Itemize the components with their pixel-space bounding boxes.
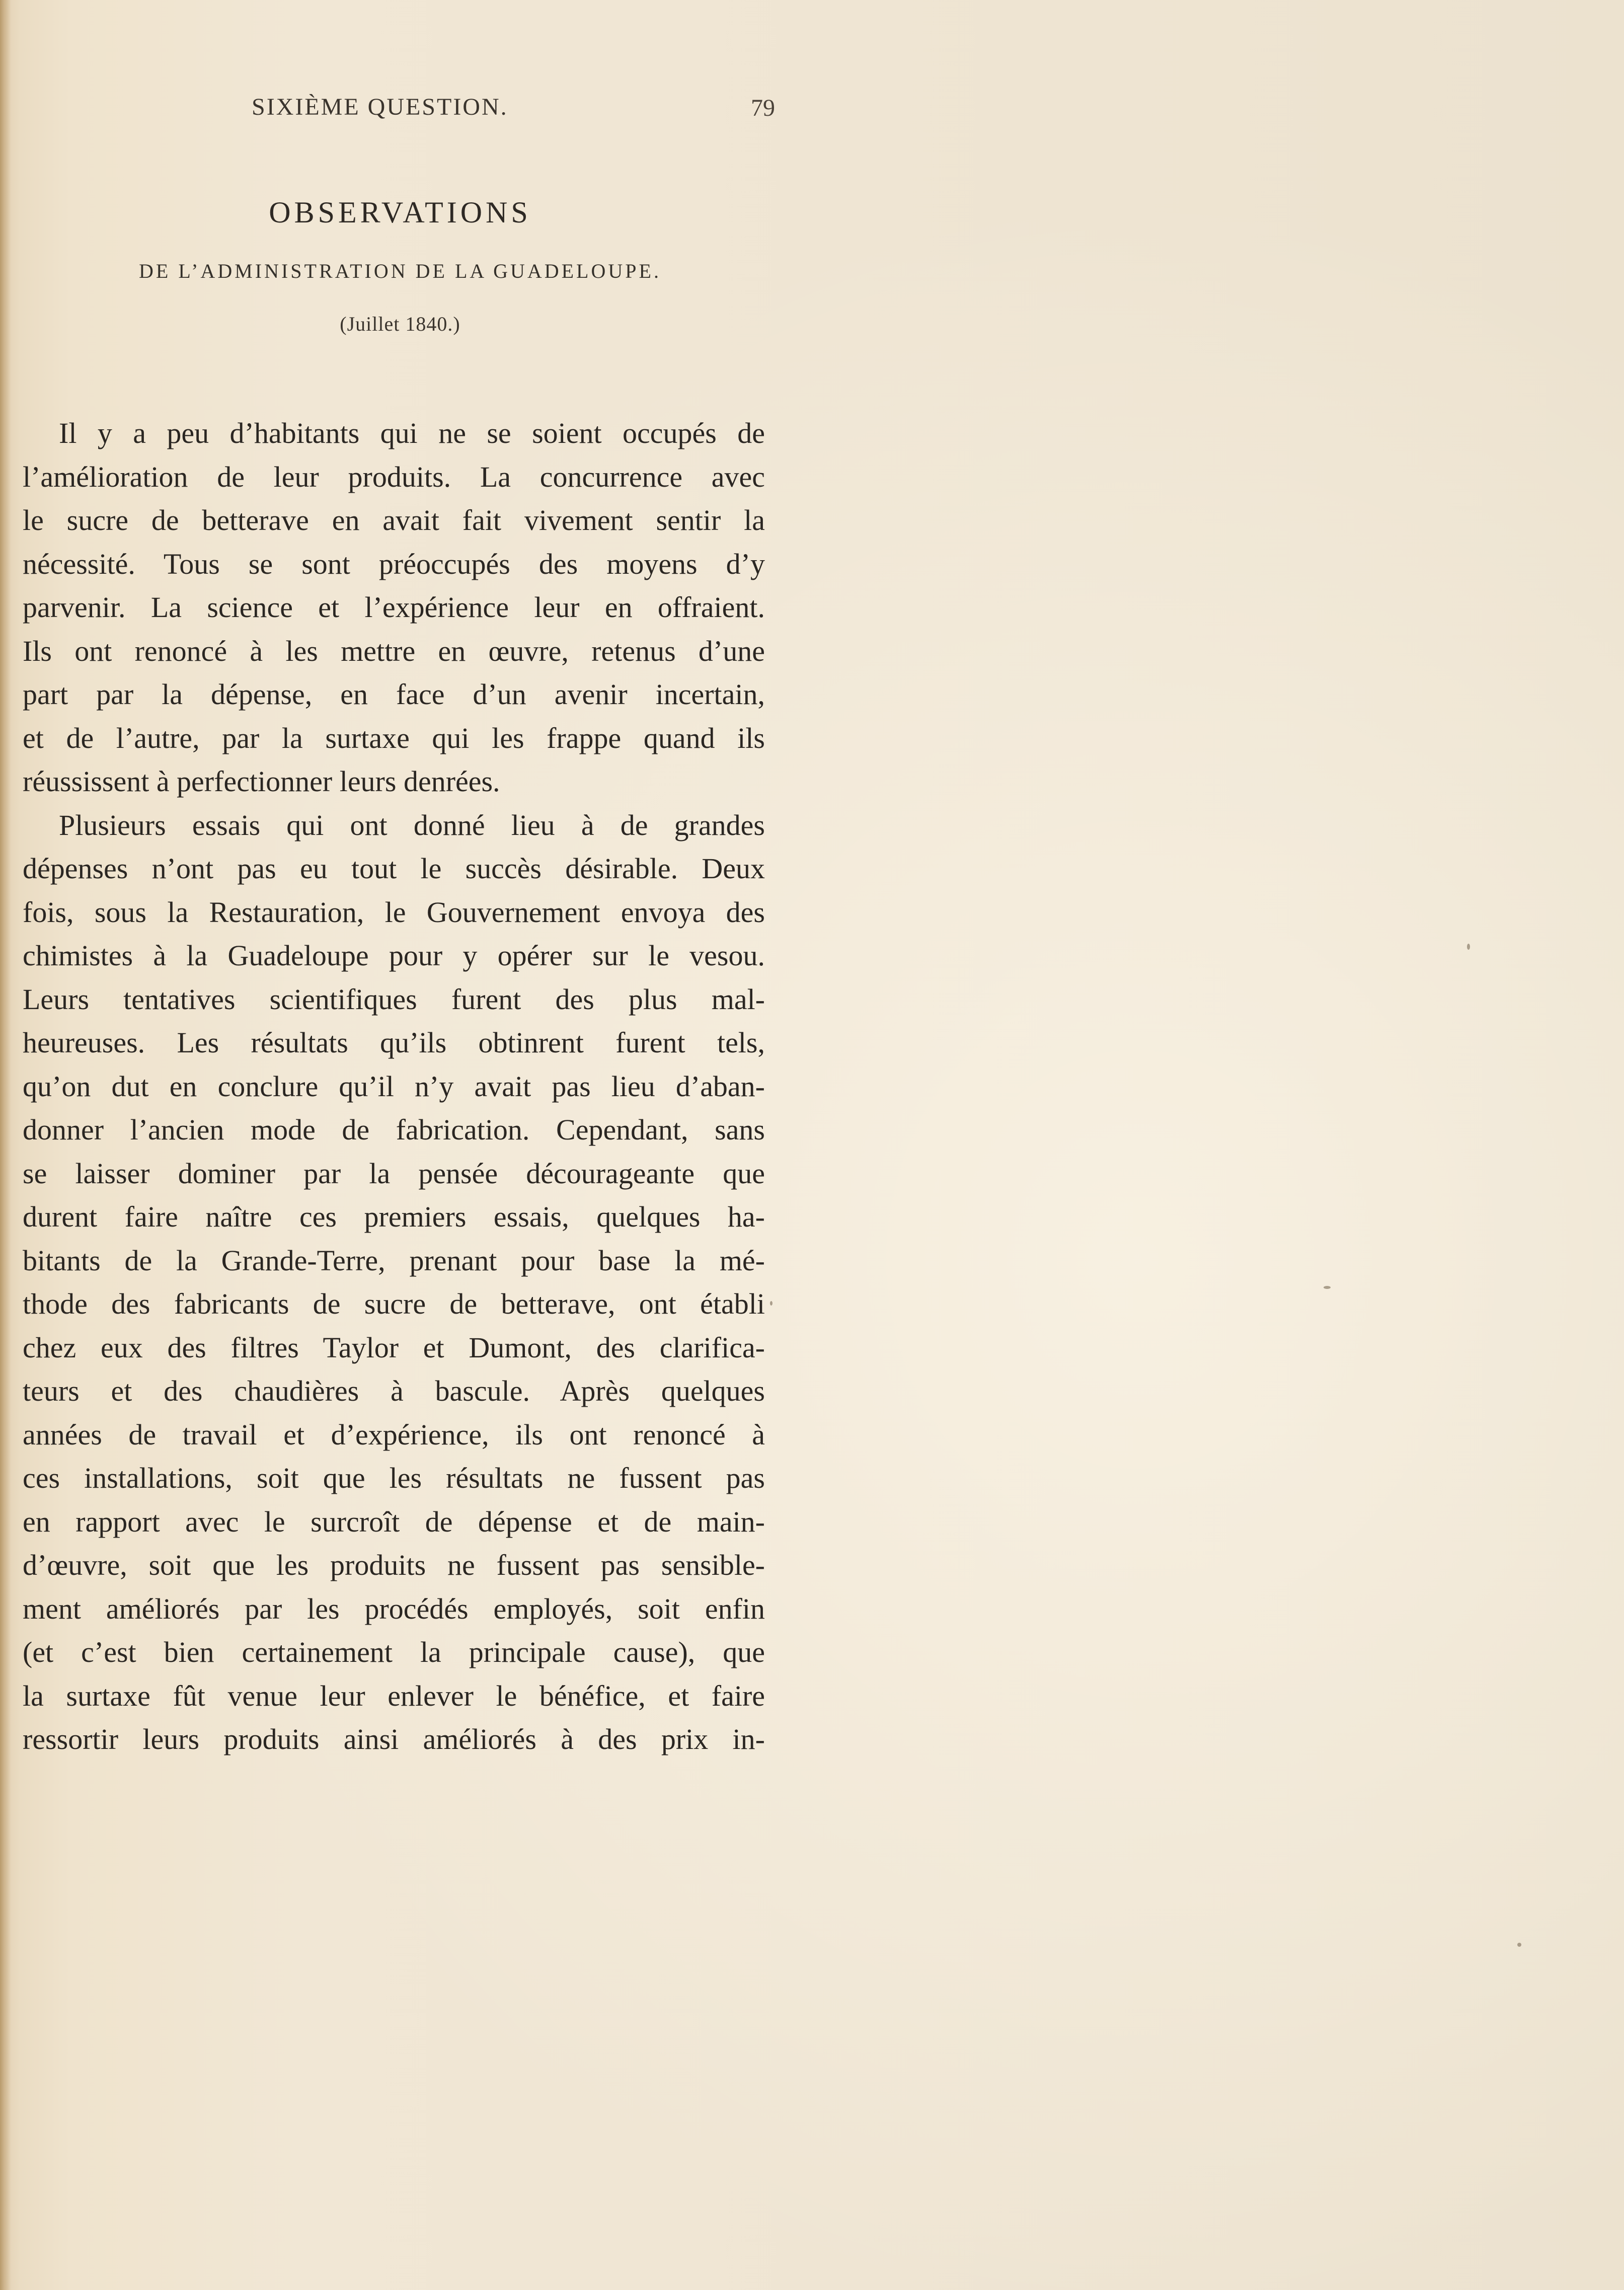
paper-speck [770, 1301, 772, 1306]
text-line: la surtaxe fût venue leur enlever le bénéfice, et faire [23, 1679, 765, 1712]
text-line: chimistes à la Guadeloupe pour y opérer sur le vesou. [23, 939, 765, 972]
text-line: durent faire naître ces premiers essais, quelques ha- [23, 1200, 765, 1233]
text-line: ces installations, soit que les résultats ne fussent pas [23, 1462, 765, 1494]
text-line: en rapport avec le surcroît de dépense et de main- [23, 1505, 765, 1538]
text-line: chez eux des filtres Taylor et Dumont, des clarifica- [23, 1331, 765, 1364]
text-line: réussissent à perfectionner leurs denrées. [23, 765, 500, 798]
text-line: part par la dépense, en face d’un avenir incertain, [23, 678, 765, 711]
binding-gutter-shadow [0, 0, 11, 2290]
text-line: (et c’est bien certainement la principale cause), que [23, 1636, 765, 1668]
text-line: teurs et des chaudières à bascule. Après quelques [23, 1375, 765, 1407]
text-line: années de travail et d’expérience, ils ont renoncé à [23, 1418, 765, 1451]
section-title: OBSERVATIONS [269, 196, 531, 229]
text-line: et de l’autre, par la surtaxe qui les frappe quand ils [23, 721, 765, 754]
text-line: d’œuvre, soit que les produits ne fussent pas sensible- [23, 1549, 765, 1581]
section-date: (Juillet 1840.) [340, 313, 460, 335]
text-line: fois, sous la Restauration, le Gouvernement envoya des [23, 895, 765, 929]
text-line: le sucre de betterave en avait fait vivement sentir la [23, 504, 765, 537]
body-text [23, 412, 765, 1762]
text-line: Leurs tentatives scientifiques furent des plus mal- [23, 982, 765, 1016]
text-line: ment améliorés par les procédés employés, soit enfin [23, 1592, 765, 1625]
text-line: nécessité. Tous se sont préoccupés des moyens d’y [23, 547, 765, 580]
text-line: l’amélioration de leur produits. La concurrence avec [23, 460, 765, 493]
text-line: Il y a peu d’habitants qui ne se soient occupés de [59, 417, 765, 449]
paper-speck [1517, 1943, 1521, 1947]
section-subtitle: DE L’ADMINISTRATION DE LA GUADELOUPE. [139, 260, 661, 282]
text-line: qu’on dut en conclure qu’il n’y avait pas lieu d’aban- [23, 1070, 765, 1103]
page-number: 79 [751, 95, 775, 121]
text-line: heureuses. Les résultats qu’ils obtinrent furent tels, [23, 1026, 765, 1059]
running-head [252, 93, 775, 128]
text-line: bitants de la Grande-Terre, prenant pour base la mé- [23, 1244, 765, 1277]
text-line: thode des fabricants de sucre de betterave, ont établi [23, 1287, 765, 1320]
text-line: parvenir. La science et l’expérience leur en offraient. [23, 591, 765, 624]
text-line: Ils ont renoncé à les mettre en œuvre, retenus d’une [23, 634, 765, 667]
paper-speck [1324, 1286, 1331, 1289]
paper-speck [1467, 944, 1470, 950]
text-line: ressortir leurs produits ainsi améliorés à des prix in- [23, 1723, 765, 1755]
running-title: SIXIÈME QUESTION. [252, 94, 508, 120]
text-line: se laisser dominer par la pensée décourageante que [23, 1157, 765, 1190]
text-line: Plusieurs essais qui ont donné lieu à de grandes [59, 808, 765, 842]
text-line: donner l’ancien mode de fabrication. Cependant, sans [23, 1113, 765, 1146]
text-line: dépenses n’ont pas eu tout le succès désirable. Deux [23, 852, 765, 885]
